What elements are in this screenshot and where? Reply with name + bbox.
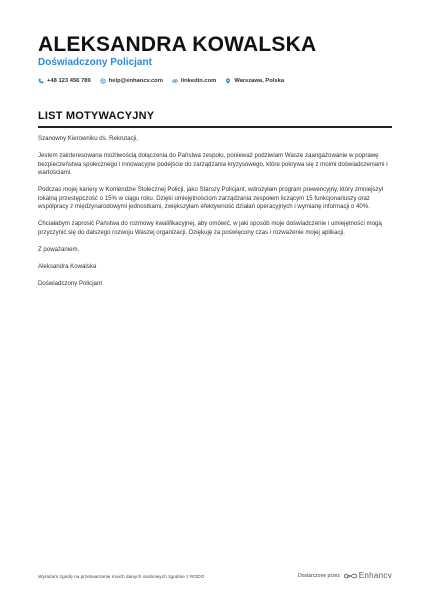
contact-email[interactable] [100, 78, 163, 84]
contact-linkedin[interactable] [172, 78, 216, 84]
email-text: help@enhancv.com [108, 78, 163, 84]
letter-closing: Z poważaniem, [38, 245, 80, 253]
section-heading: LIST MOTYWACYJNY [38, 110, 155, 122]
letter-body [38, 135, 394, 297]
letter-paragraph: Podczas mojej kariery w Komendzie Stołecznej Policji, jako Starszy Policjant, wdrożyłam program prewencyjny, który zmniejszył lokalną przestępczość o 15% w ciągu roku. Dzięki umiejętnościom zarządzania zespołem liczącym 15 funkcjonariuszy oraz współpracy z międzynarodowymi jednostkami, zwiększyłam efektywność działań operacyjnych i wymianę informacji o 40%. [38, 186, 383, 210]
letter-paragraph: Chciałabym zaprosić Państwa do rozmowy kwalifikacyjnej, aby omówić, w jaki sposób moje doświadczenie i umiejętności mogą przyczynić się do dalszego rozwoju Waszej organizacji. Dziękuję za poświęcony czas i rozważenie mojej aplikacji. [38, 220, 382, 236]
linkedin-text: linkedin.com [180, 78, 217, 84]
footer-branding[interactable] [298, 571, 392, 580]
email-icon [100, 78, 106, 84]
signature-name: Aleksandra Kowalska [38, 262, 97, 270]
infinity-icon [344, 572, 357, 580]
location-pin-icon [225, 78, 231, 84]
signature-title: Doświadczony Policjant [38, 279, 103, 287]
powered-by-label: Dostarczone przez [298, 572, 340, 579]
location-text: Warszawa, Polska [234, 78, 285, 84]
section-divider [38, 126, 392, 128]
link-icon [172, 78, 178, 84]
phone-icon [38, 78, 44, 84]
phone-text: +48 123 456 789 [47, 78, 91, 84]
brand-name: Enhancv [358, 571, 392, 580]
letter-paragraph: Jestem zainteresowana możliwością dołączenia do Państwa zespołu, ponieważ podziwiam Wasze zaangażowanie w poprawę bezpieczeństwa społecznego i innowacyjne podejście do zarządzania kryzysowego, które pokrywa się z moimi doświadczeniami i wartościami. [38, 152, 388, 176]
letter-greeting: Szanowny Kierowniku ds. Rekrutacji, [38, 135, 138, 142]
brand-logo [344, 571, 392, 580]
contact-phone[interactable] [38, 78, 91, 84]
gdpr-consent-note: Wyrażam zgodę na przetwarzanie moich danych osobowych zgodnie z RODO [38, 575, 205, 580]
candidate-title: Doświadczony Policjant [38, 57, 152, 68]
candidate-name: ALEKSANDRA KOWALSKA [38, 33, 317, 56]
contact-location [225, 78, 284, 84]
contact-bar [38, 76, 284, 86]
